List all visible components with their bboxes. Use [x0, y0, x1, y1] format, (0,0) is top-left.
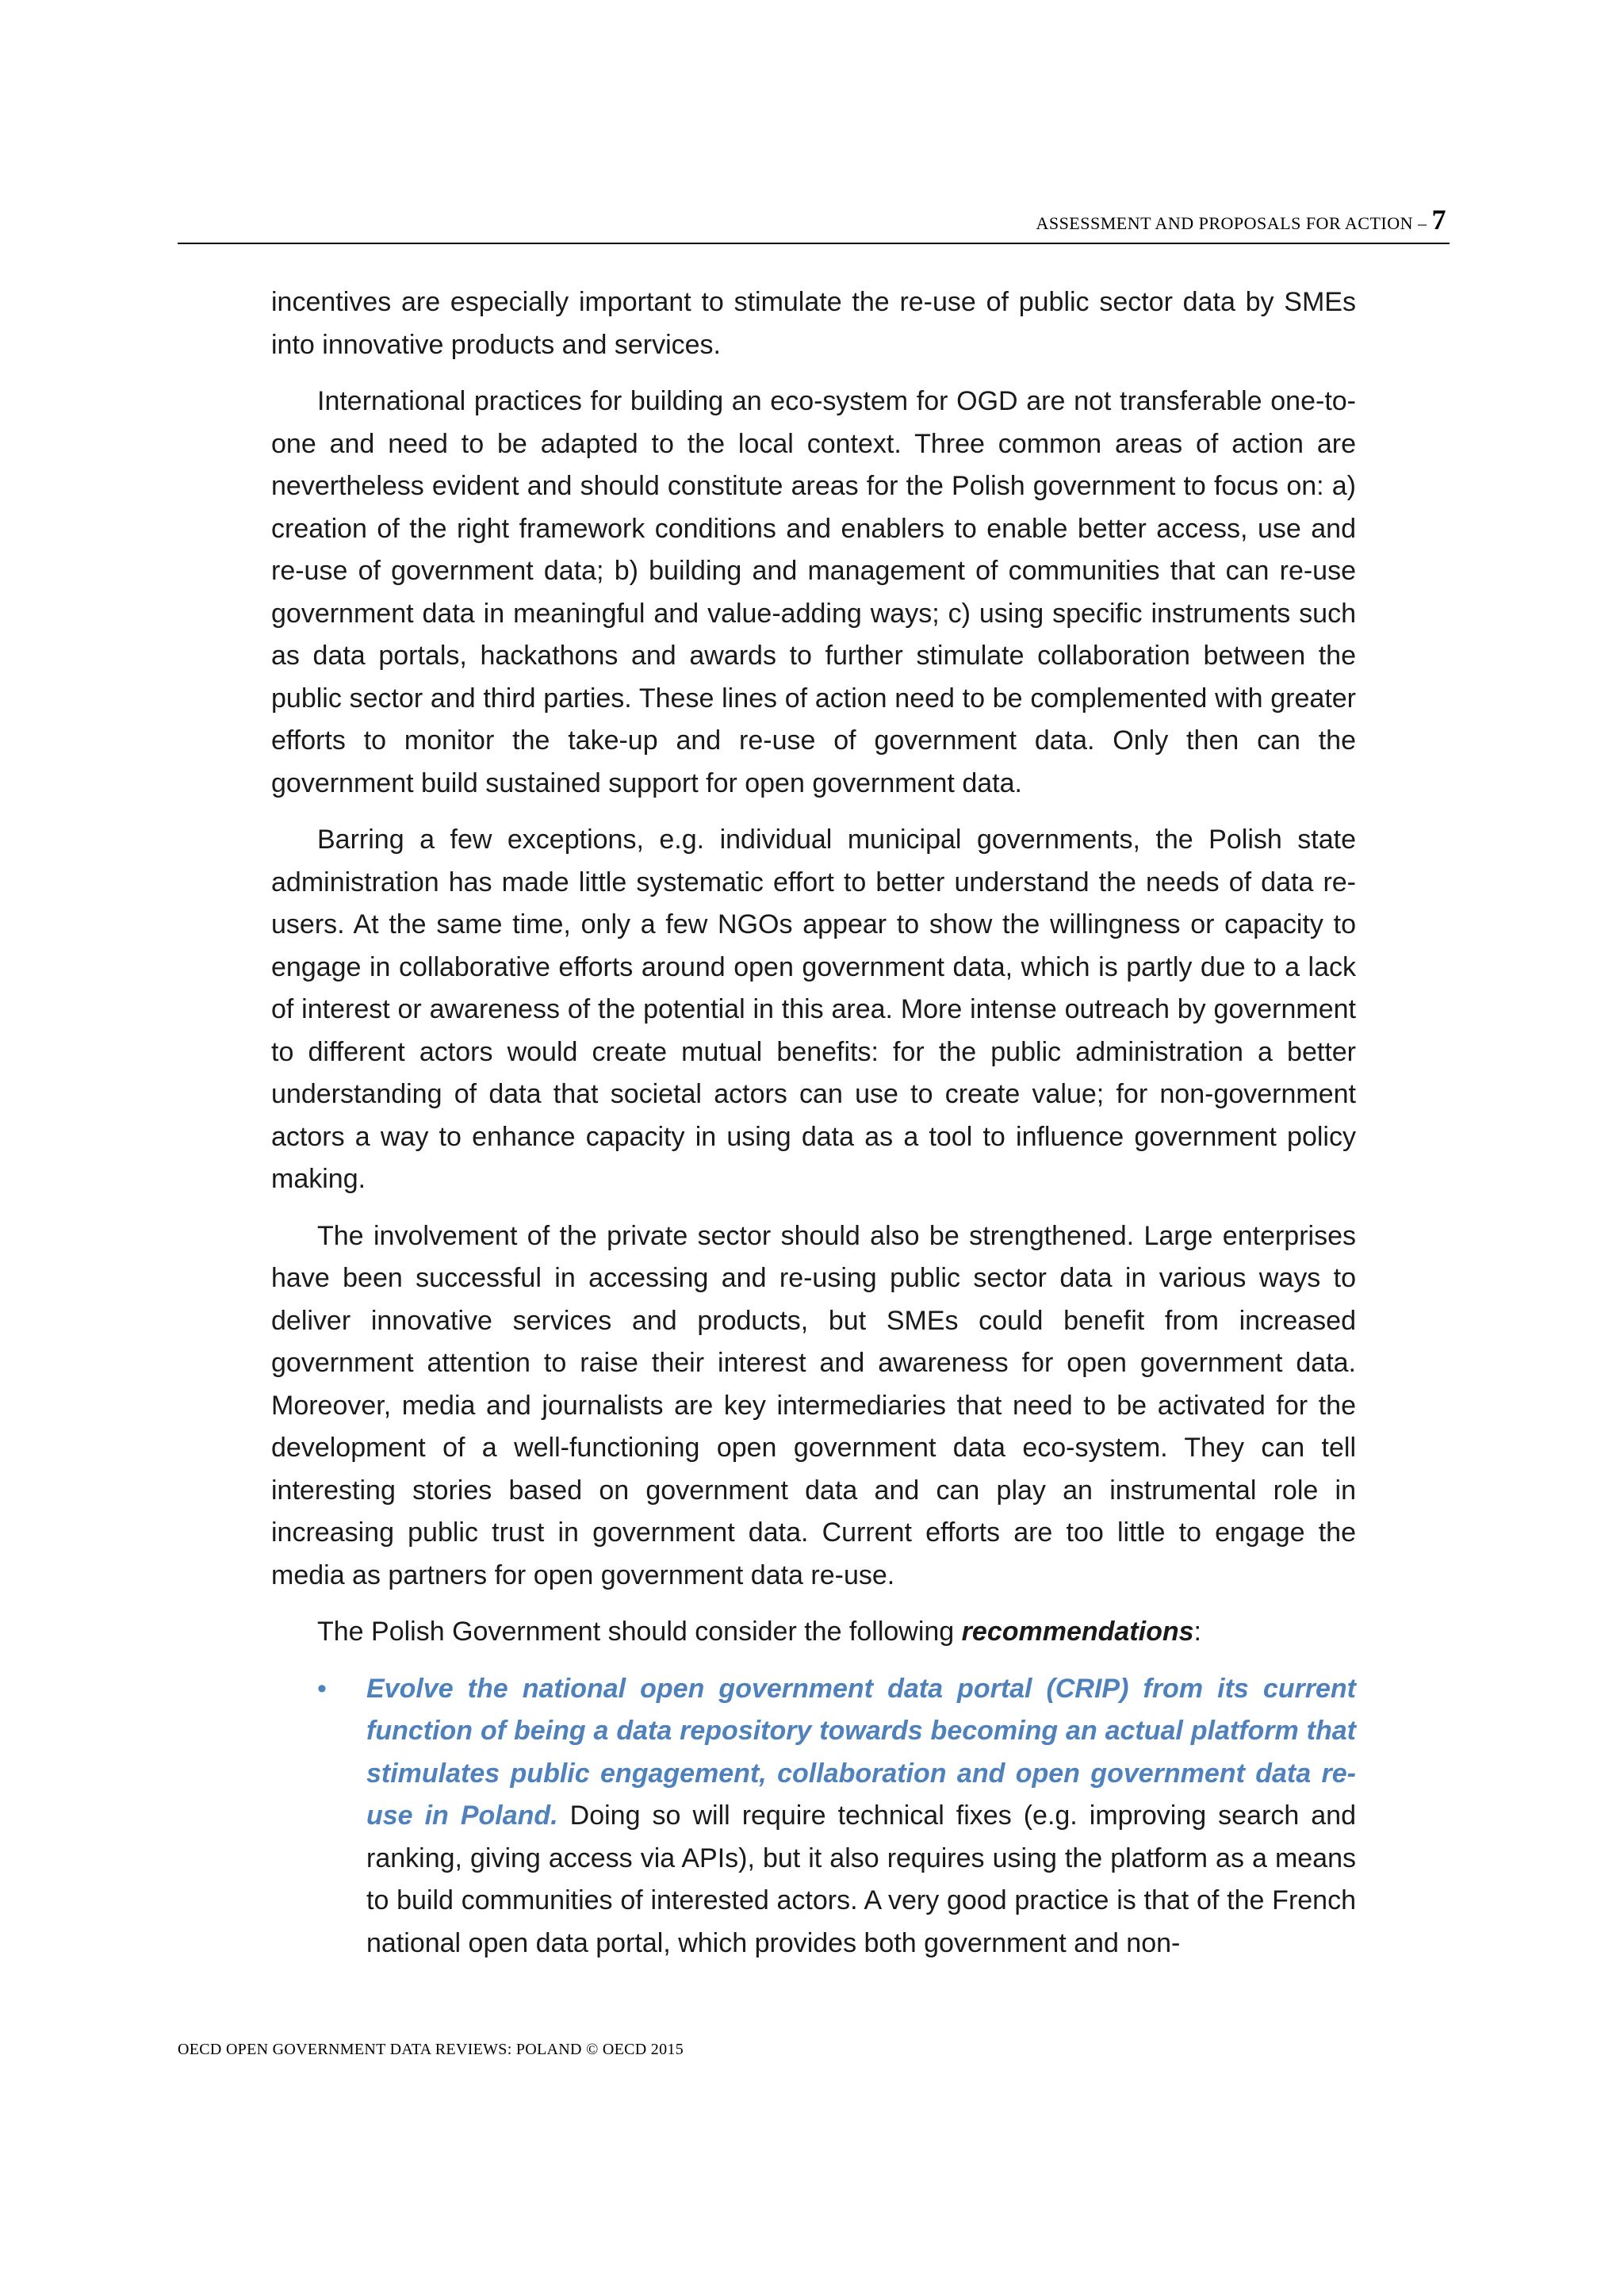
recommendations-intro-tail: :: [1193, 1617, 1201, 1647]
running-header-text: [1036, 203, 1446, 236]
recommendation-item: [271, 1668, 1356, 1965]
page-number: 7: [1431, 204, 1446, 235]
paragraph-continuation: incentives are especially important to stimulate the re-use of public sector data by SMEs into innovative products and services.: [271, 287, 1356, 360]
body-text: [271, 281, 1356, 1965]
bullet-icon: •: [317, 1673, 327, 1704]
recommendation-lead: Evolve the national open government data portal (CRIP) from its current function of being a data repository towards becoming an actual platform that stimulates public engagement, collaboration and open government data re-use in Poland.: [366, 1673, 1356, 1831]
paragraph-private-sector: The involvement of the private sector should also be strengthened. Large enterprises have been successful in accessing and re-using public sector data in various ways to deliver innovative services and products, but SMEs could benefit from increased government attention to raise their interest and awareness for open government data. Moreover, media and journalists are key intermediaries that need to be activated for the development of a well-functioning open government data eco-system. They can tell interesting stories based on government data and can play an instrumental role in increasing public trust in government data. Current efforts are too little to engage the media as partners for open government data re-use.: [271, 1220, 1356, 1590]
recommendations-intro-lead: The Polish Government should consider the following: [317, 1617, 962, 1647]
running-header: [178, 204, 1450, 244]
paragraph-state-administration: Barring a few exceptions, e.g. individual municipal governments, the Polish state administration has made little systematic effort to better understand the needs of data re-users. At the same time, only a few NGOs appear to show the willingness or capacity to engage in collaborative efforts around open government data, which is partly due to a lack of interest or awareness of the potential in this area. More intense outreach by government to different actors would create mutual benefits: for the public administration a better understanding of data that societal actors can use to create value; for non-government actors a way to enhance capacity in using data as a tool to influence government policy making.: [271, 825, 1356, 1194]
recommendation-body: Doing so will require technical fixes (e.g. improving search and ranking, giving access via APIs), but it also requires using the platform as a means to build communities of interested actors. A very good practice is that of the French national open data portal, which provides both government and non-: [366, 1800, 1356, 1958]
paragraph-recommendations-intro: [271, 1611, 1356, 1654]
paragraph-international-practices: International practices for building an eco-system for OGD are not transferable one-to-one and need to be adapted to the local context. Three common areas of action are nevertheless evident and should constitute areas for the Polish government to focus on: a) creation of the right framework conditions and enablers to enable better access, use and re-use of government data; b) building and management of communities that can re-use government data in meaningful and value-adding ways; c) using specific instruments such as data portals, hackathons and awards to further stimulate collaboration between the public sector and third parties. These lines of action need to be complemented with greater efforts to monitor the take-up and re-use of government data. Only then can the government build sustained support for open government data.: [271, 386, 1356, 798]
recommendations-keyword: recommendations: [961, 1617, 1194, 1647]
running-footer: OECD OPEN GOVERNMENT DATA REVIEWS: POLAND © OECD 2015: [178, 2041, 684, 2058]
running-title: ASSESSMENT AND PROPOSALS FOR ACTION –: [1036, 213, 1427, 233]
